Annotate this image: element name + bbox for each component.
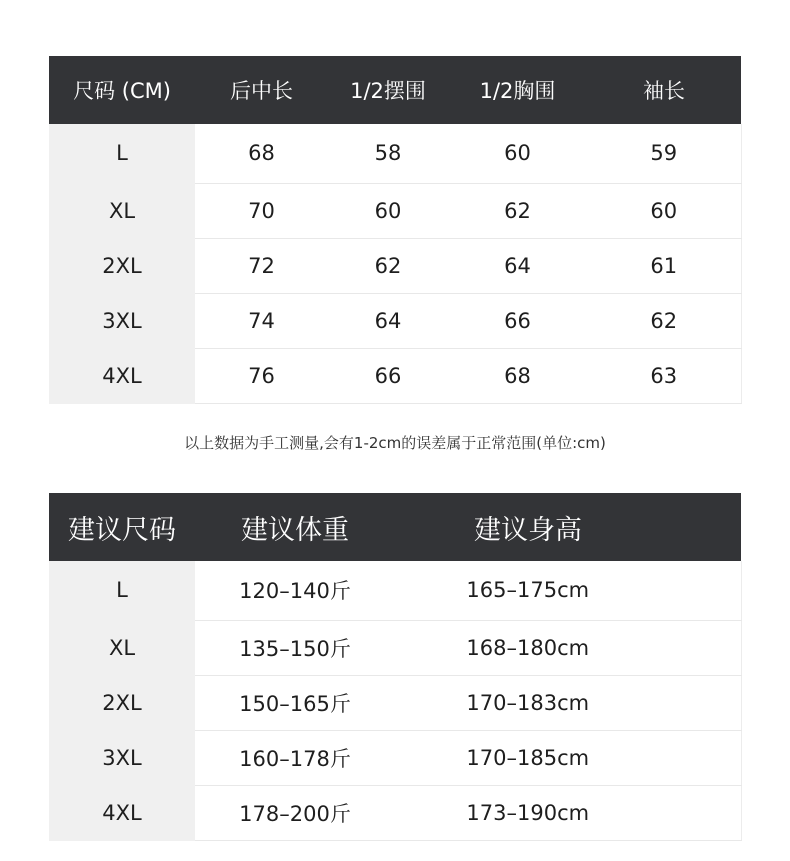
table-row <box>49 620 741 675</box>
size-label: XL <box>49 183 195 238</box>
table-row <box>49 348 741 403</box>
weight-range: 150–165斤 <box>195 675 395 730</box>
half-hem-value: 64 <box>328 293 448 348</box>
size-label: 2XL <box>49 675 195 730</box>
back-length-value: 74 <box>195 293 328 348</box>
sleeve-length-value: 60 <box>587 183 741 238</box>
size-label: L <box>49 124 195 183</box>
size-label: 3XL <box>49 293 195 348</box>
header-recommended-height: 建议身高 <box>395 493 741 561</box>
height-range: 170–185cm <box>395 730 741 785</box>
weight-range: 178–200斤 <box>195 785 395 840</box>
table-row <box>49 238 741 293</box>
height-range: 168–180cm <box>395 620 741 675</box>
weight-range: 160–178斤 <box>195 730 395 785</box>
recommended-size-table <box>49 493 742 841</box>
back-length-value: 70 <box>195 183 328 238</box>
weight-range: 120–140斤 <box>195 561 395 620</box>
half-chest-value: 68 <box>448 348 587 403</box>
size-label: XL <box>49 620 195 675</box>
sleeve-length-value: 61 <box>587 238 741 293</box>
header-size: 尺码 (CM) <box>49 56 195 124</box>
back-length-value: 76 <box>195 348 328 403</box>
header-recommended-weight: 建议体重 <box>195 493 395 561</box>
recommend-table-header-row <box>49 493 741 561</box>
table-row <box>49 730 741 785</box>
half-chest-value: 66 <box>448 293 587 348</box>
size-label: 4XL <box>49 348 195 403</box>
size-label: 2XL <box>49 238 195 293</box>
measurement-note: 以上数据为手工测量,会有1-2cm的误差属于正常范围(单位:cm) <box>184 434 606 452</box>
sleeve-length-value: 59 <box>587 124 741 183</box>
size-label: 3XL <box>49 730 195 785</box>
back-length-value: 72 <box>195 238 328 293</box>
half-hem-value: 62 <box>328 238 448 293</box>
height-range: 173–190cm <box>395 785 741 840</box>
header-half-chest: 1/2胸围 <box>448 56 587 124</box>
header-sleeve-length: 袖长 <box>587 56 741 124</box>
header-back-length: 后中长 <box>195 56 328 124</box>
half-chest-value: 60 <box>448 124 587 183</box>
size-label: L <box>49 561 195 620</box>
back-length-value: 68 <box>195 124 328 183</box>
table-row <box>49 124 741 183</box>
header-recommended-size: 建议尺码 <box>49 493 195 561</box>
size-table-header-row <box>49 56 741 124</box>
table-row <box>49 785 741 840</box>
half-chest-value: 62 <box>448 183 587 238</box>
half-hem-value: 66 <box>328 348 448 403</box>
table-row <box>49 183 741 238</box>
half-chest-value: 64 <box>448 238 587 293</box>
sleeve-length-value: 62 <box>587 293 741 348</box>
table-row <box>49 675 741 730</box>
sleeve-length-value: 63 <box>587 348 741 403</box>
table-row <box>49 293 741 348</box>
height-range: 170–183cm <box>395 675 741 730</box>
half-hem-value: 58 <box>328 124 448 183</box>
size-label: 4XL <box>49 785 195 840</box>
header-half-hem: 1/2摆围 <box>328 56 448 124</box>
half-hem-value: 60 <box>328 183 448 238</box>
size-measurement-table <box>49 56 742 404</box>
weight-range: 135–150斤 <box>195 620 395 675</box>
table-row <box>49 561 741 620</box>
height-range: 165–175cm <box>395 561 741 620</box>
